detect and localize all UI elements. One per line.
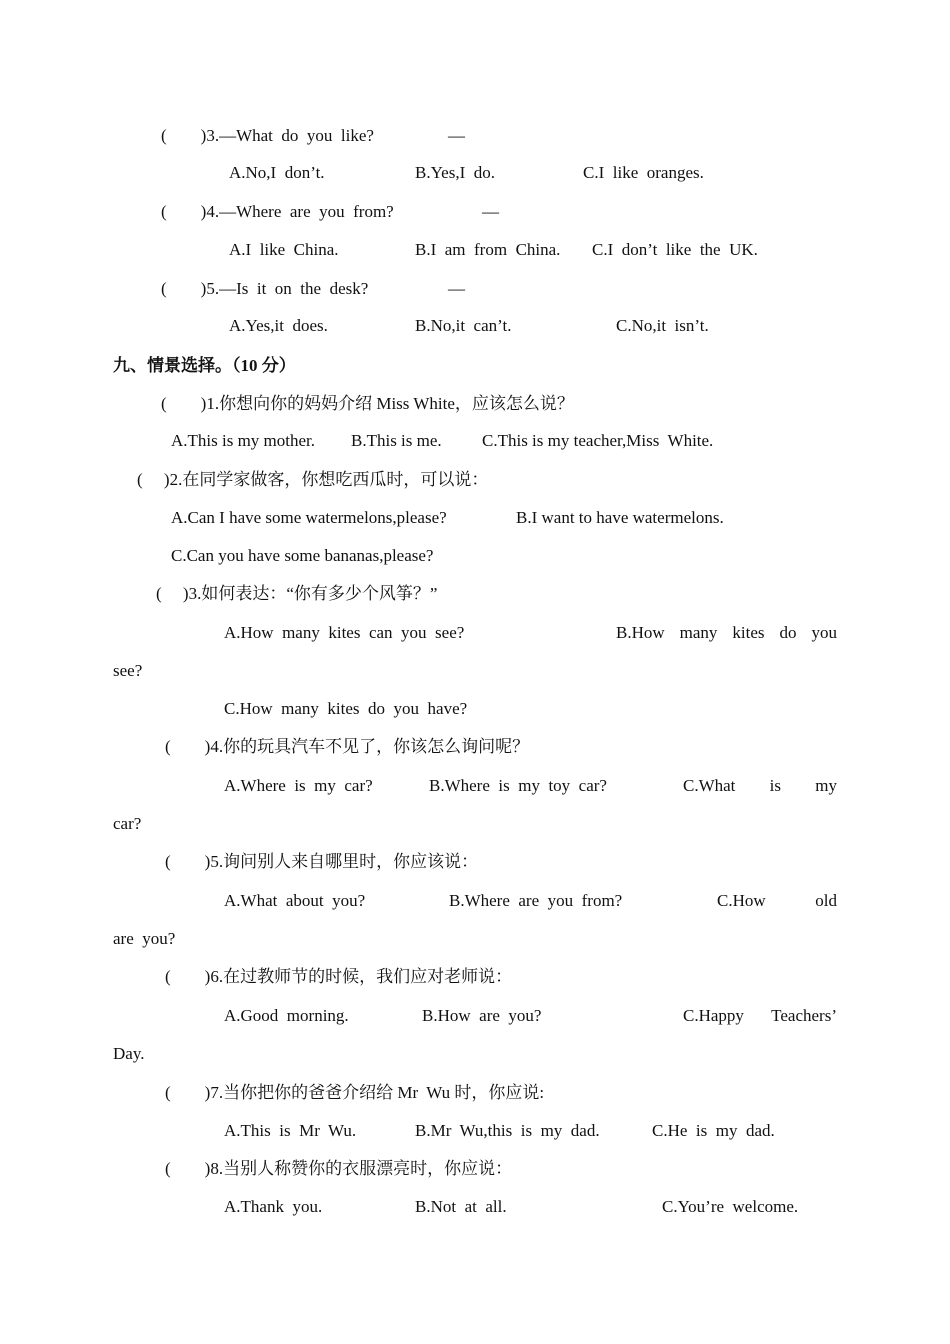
answer-blank[interactable]: ( ): [161, 279, 207, 298]
option-b: B.Not at all.: [415, 1197, 507, 1216]
word: many: [679, 623, 718, 642]
option-a: A.Yes,it does.: [229, 316, 328, 335]
question-text: 7.当你把你的爸爸介绍给 Mr Wu 时，你应说:: [210, 1083, 545, 1102]
option-c: [683, 775, 837, 797]
option-b: B.How are you?: [422, 1006, 542, 1025]
answer-blank[interactable]: ( ): [161, 126, 207, 145]
question-8-5: [161, 278, 368, 300]
question-text: 5.询问别人来自哪里时，你应该说：: [210, 852, 479, 871]
option-b: B.Where is my toy car?: [429, 776, 607, 795]
option-c: C.How many kites do you have?: [224, 699, 468, 718]
question-9-7: [165, 1082, 544, 1104]
word: B.How: [616, 623, 665, 642]
answer-blank[interactable]: ( ): [165, 737, 211, 756]
option-c: C.You’re welcome.: [662, 1197, 799, 1216]
word: old: [815, 891, 837, 910]
option-b: B.I want to have watermelons.: [516, 508, 724, 527]
option-c: C.Can you have some bananas,please?: [171, 546, 434, 565]
option-c: C.This is my teacher,Miss White.: [482, 431, 714, 450]
word: C.What: [683, 776, 736, 795]
option-b: B.Where are you from?: [449, 891, 623, 910]
word: my: [815, 776, 837, 795]
option-a: A.Where is my car?: [224, 776, 373, 795]
question-9-4: [165, 736, 529, 758]
question-text: 3.如何表达：“你有多少个风筝？”: [188, 584, 438, 603]
option-c-wrap: Day.: [113, 1044, 145, 1063]
question-9-2: [137, 469, 488, 491]
word: kites: [732, 623, 765, 642]
option-a: A.Can I have some watermelons,please?: [171, 508, 447, 527]
answer-blank[interactable]: ( ): [137, 470, 170, 489]
question-text: 4.你的玩具汽车不见了，你该怎么询问呢？: [210, 737, 530, 756]
question-text: 1.你想向你的妈妈介绍 Miss White，应该怎么说？: [206, 394, 574, 413]
word: is: [769, 776, 781, 795]
option-a: A.No,I don’t.: [229, 163, 325, 182]
answer-dash: —: [448, 126, 465, 145]
answer-blank[interactable]: ( ): [161, 202, 207, 221]
question-9-1: [161, 393, 574, 415]
answer-blank[interactable]: ( ): [165, 852, 211, 871]
option-a: A.This is my mother.: [171, 431, 316, 450]
option-a: A.This is Mr Wu.: [224, 1121, 357, 1140]
option-b: B.Yes,I do.: [415, 163, 495, 182]
option-c: C.I don’t like the UK.: [592, 240, 758, 259]
option-b-wrap: see?: [113, 661, 143, 680]
question-8-3: [161, 125, 374, 147]
question-text: 2.在同学家做客，你想吃西瓜时，可以说：: [169, 470, 489, 489]
word: C.Happy: [683, 1006, 744, 1025]
answer-blank[interactable]: ( ): [161, 394, 207, 413]
option-c-wrap: are you?: [113, 929, 176, 948]
answer-dash: —: [448, 279, 465, 298]
question-9-3: [156, 583, 437, 605]
option-c: C.No,it isn’t.: [616, 316, 709, 335]
option-a: A.I like China.: [229, 240, 339, 259]
option-c: C.I like oranges.: [583, 163, 704, 182]
word: C.How: [717, 891, 766, 910]
option-c: [683, 1005, 837, 1027]
option-b: [616, 622, 837, 644]
question-text: 3.—What do you like?: [206, 126, 374, 145]
word: you: [811, 623, 837, 642]
option-c-wrap: car?: [113, 814, 142, 833]
option-b: B.This is me.: [351, 431, 442, 450]
answer-dash: —: [482, 202, 499, 221]
question-9-6: [165, 966, 512, 988]
option-a: A.How many kites can you see?: [224, 623, 465, 642]
answer-blank[interactable]: ( ): [165, 1083, 211, 1102]
answer-blank[interactable]: ( ): [165, 1159, 211, 1178]
answer-blank[interactable]: ( ): [156, 584, 189, 603]
section-heading: 九、情景选择。（10 分）: [113, 356, 296, 375]
option-c: C.He is my dad.: [652, 1121, 775, 1140]
question-text: 5.—Is it on the desk?: [206, 279, 369, 298]
option-b: B.No,it can’t.: [415, 316, 512, 335]
option-a: A.Good morning.: [224, 1006, 349, 1025]
question-9-8: [165, 1158, 512, 1180]
question-text: 4.—Where are you from?: [206, 202, 394, 221]
option-b: B.Mr Wu,this is my dad.: [415, 1121, 600, 1140]
option-a: A.Thank you.: [224, 1197, 323, 1216]
word: do: [779, 623, 797, 642]
option-b: B.I am from China.: [415, 240, 561, 259]
question-text: 6.在过教师节的时候，我们应对老师说：: [210, 967, 513, 986]
question-text: 8.当别人称赞你的衣服漂亮时，你应说：: [210, 1159, 513, 1178]
word: Teachers’: [771, 1006, 837, 1025]
answer-blank[interactable]: ( ): [165, 967, 211, 986]
option-c: [717, 890, 837, 912]
option-a: A.What about you?: [224, 891, 366, 910]
question-8-4: [161, 201, 394, 223]
question-9-5: [165, 851, 478, 873]
